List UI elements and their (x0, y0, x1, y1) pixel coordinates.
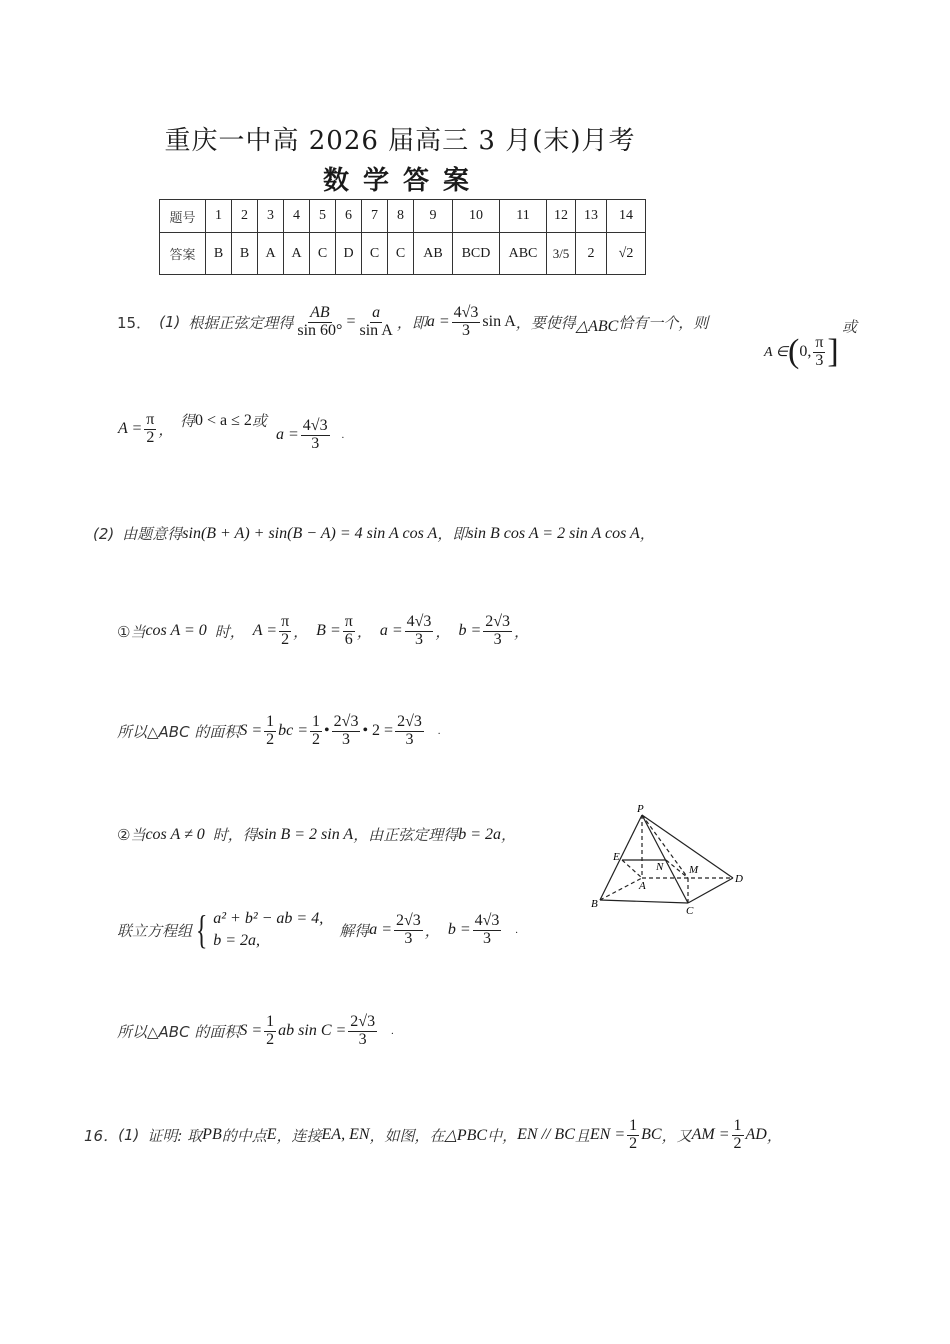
cell-number: 11 (500, 200, 547, 233)
fraction: $\frac{4√3}{3}$ (474, 912, 500, 947)
cell-number: 13 (576, 200, 607, 233)
q15-part1-line1: 15． (1) 根据正弦定理得 $\frac{AB}{\sin 60^\circ}$ = $\frac{a}{\text{sin A}}$ ，即 a = $\frac{4√3}{3}$ sin A ，要使得 △ABC 恰有一个，则 (117, 304, 709, 339)
cell-answer: B (206, 233, 232, 275)
fraction: $\frac{2√3}{3}$ (396, 912, 421, 947)
cell-number: 10 (453, 200, 500, 233)
cell-number: 1 (206, 200, 232, 233)
pyramid-figure (585, 800, 750, 920)
label-P: P (637, 803, 644, 815)
cell-number: 2 (232, 200, 258, 233)
fraction: $\frac{AB}{\sin 60^\circ}$ (297, 304, 343, 339)
cell-answer: A (284, 233, 310, 275)
cell-number: 14 (607, 200, 646, 233)
row-label-answer: 答案 (160, 233, 206, 275)
q15-part2-line: (2) 由题意得 sin(B + A) + sin(B − A) = 4 sin A cos A ，即 sin B cos A = 2 sin A cos A ， (93, 524, 655, 543)
fraction: $\frac{1}{2}$ (629, 1117, 638, 1152)
fraction: $\frac{\pi}{3}$ (815, 334, 824, 369)
fraction: $\frac{\pi}{2}$ (281, 613, 290, 648)
cell-answer: D (336, 233, 362, 275)
fraction: $\frac{2√3}{3}$ (350, 1013, 376, 1048)
question-number-row (160, 200, 646, 233)
q15-part1-range: 得 0 < a ≤ 2 或 (180, 411, 267, 430)
equation-system: a² + b² − ab = 4, b = 2a, (213, 910, 324, 950)
cell-number: 3 (258, 200, 284, 233)
q15-case2-line: ②当 cos A ≠ 0 时，得 sin B = 2 sin A ，由正弦定理得 b = 2a ， (117, 825, 517, 844)
q15-case1-line: ①当 cos A = 0 时， A = $\frac{\pi}{2}$ ， B = $\frac{\pi}{6}$ ， a = $\frac{4√3}{3}$ ， b = $\frac{2√3}{3}$ ， (117, 613, 530, 648)
fraction: $\frac{4√3}{3}$ (302, 417, 328, 452)
cell-number: 6 (336, 200, 362, 233)
cell-number: 5 (310, 200, 336, 233)
fraction: $\frac{2√3}{3}$ (333, 713, 359, 748)
document-subtitle: 数学答案 (322, 166, 483, 196)
label-B: B (591, 898, 598, 910)
cell-number: 9 (414, 200, 453, 233)
cell-number: 8 (388, 200, 414, 233)
q16-part1-line: 16． (1) 证明: 取 PB 的中点 E ，连接 EA, EN ，如图，在 △PBC 中， EN // BC 且 EN = $\frac{1}{2}$ BC ，又 AM = $\frac{1}{2}$ AD ， (84, 1117, 782, 1152)
fraction: $\frac{2√3}{3}$ (485, 613, 511, 648)
fraction: $\frac{1}{2}$ (733, 1117, 742, 1152)
document-title: 重庆一中高 2026 届高三 3 月(末)月考 (164, 126, 636, 156)
cell-answer: √2 (607, 233, 646, 275)
label-N: N (656, 861, 664, 873)
fraction: $\frac{4√3}{3}$ (406, 613, 432, 648)
q15-area1-line: 所以△ABC 的面积 S = $\frac{1}{2}$ bc = $\frac{1}{2}$ • $\frac{2√3}{3}$ • 2 = $\frac{2√3}{3}$ . (117, 713, 441, 748)
label-M: M (689, 864, 699, 876)
cell-answer: C (362, 233, 388, 275)
q15-system-line: 联立方程组 { a² + b² − ab = 4, b = 2a, 解得 a = $\frac{2√3}{3}$ ， b = $\frac{4√3}{3}$ . (117, 907, 518, 953)
answer-table (159, 199, 646, 275)
q15-or: 或 (842, 318, 858, 336)
fraction: $\frac{4√3}{3}$ (453, 304, 479, 339)
cell-answer: A (258, 233, 284, 275)
cell-answer: AB (414, 233, 453, 275)
fraction: $\frac{1}{2}$ (312, 713, 321, 748)
cell-answer: 3/5 (547, 233, 576, 275)
cell-answer: ABC (500, 233, 547, 275)
cell-answer: B (232, 233, 258, 275)
q15-part1-line2: A = $\frac{\pi}{2}$ ， (118, 411, 174, 446)
q15-part1-a-value: a = $\frac{4√3}{3}$ . (276, 417, 345, 452)
answer-row (160, 233, 646, 275)
cell-number: 7 (362, 200, 388, 233)
label-D: D (735, 873, 743, 885)
q15-interval: A ∈ ( 0, $\frac{\pi}{3}$ ] (764, 333, 839, 371)
label-A: A (639, 880, 646, 892)
label-C: C (686, 905, 694, 917)
cell-number: 12 (547, 200, 576, 233)
fraction: $\frac{1}{2}$ (266, 713, 275, 748)
cell-answer: C (310, 233, 336, 275)
cell-answer: 2 (576, 233, 607, 275)
label-E: E (613, 851, 620, 863)
cell-answer: BCD (453, 233, 500, 275)
brace-icon: { (195, 907, 208, 953)
fraction: $\frac{\pi}{2}$ (146, 411, 155, 446)
fraction: $\frac{a}{\text{sin A}}$ (359, 304, 393, 339)
row-label-number: 题号 (160, 200, 206, 233)
cell-number: 4 (284, 200, 310, 233)
q15-area2-line: 所以△ABC 的面积 S = $\frac{1}{2}$ ab sin C = $\frac{2√3}{3}$ . (117, 1013, 394, 1048)
fraction: $\frac{\pi}{6}$ (344, 613, 353, 648)
fraction: $\frac{1}{2}$ (266, 1013, 275, 1048)
fraction: $\frac{2√3}{3}$ (397, 713, 422, 748)
cell-answer: C (388, 233, 414, 275)
figure-lines (600, 815, 733, 903)
